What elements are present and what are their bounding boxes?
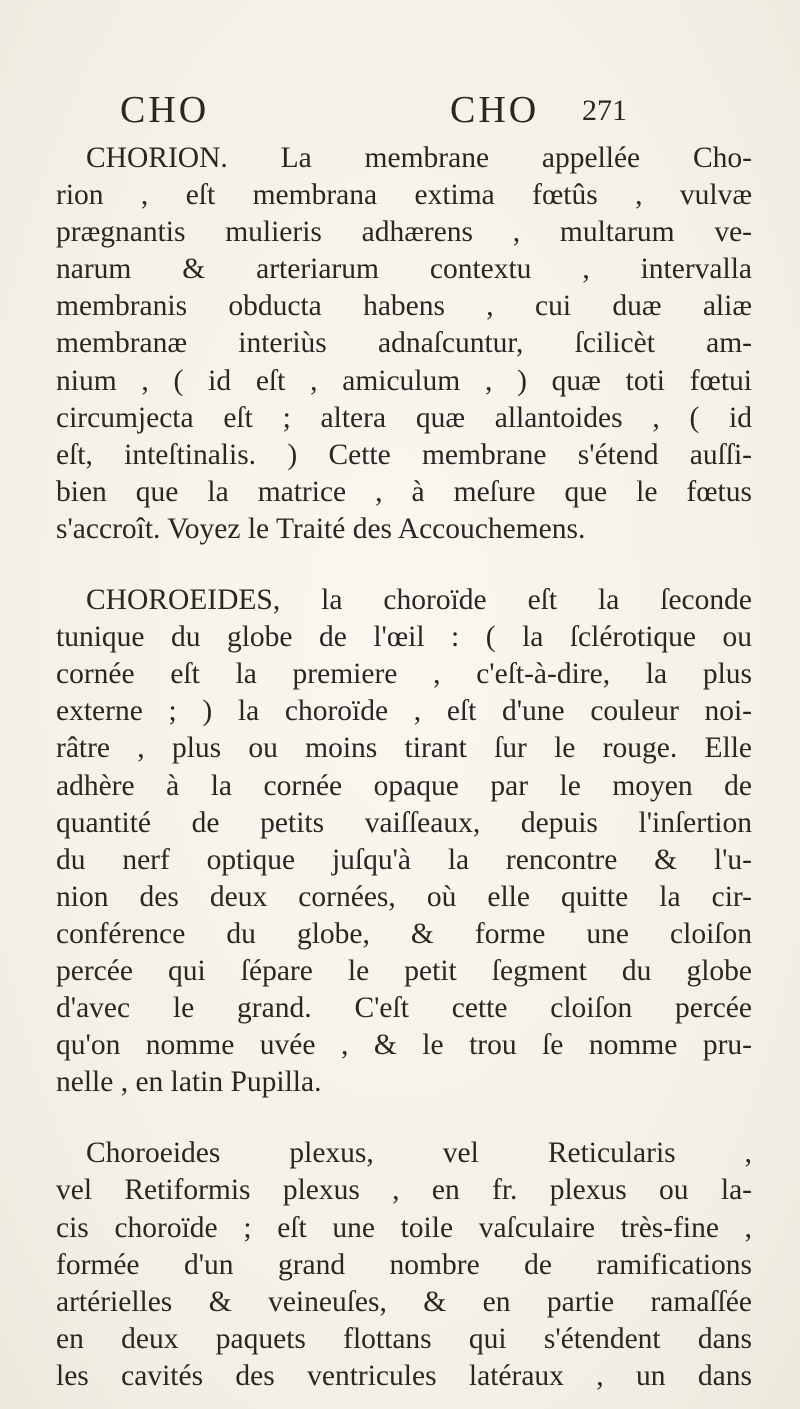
text-line: percée qui ſépare le petit ſegment du globe <box>56 954 752 987</box>
text-line: cornée eſt la premiere , c'eſt-à-dire, la plus <box>56 658 752 691</box>
paragraph-choroeides-plexus <box>56 1135 752 1395</box>
text-line: nelle , en latin Pupilla. <box>56 1066 322 1099</box>
header-left: CHO <box>120 89 210 131</box>
text-line: artérielles & veineuſes, & en partie ramaſſée <box>56 1285 752 1318</box>
text-line: formée d'un grand nombre de ramifications <box>56 1248 752 1281</box>
text-line: nion des deux cornées, où elle quitte la cir- <box>56 880 752 913</box>
text-line: rion , eſt membrana extima fœtûs , vulvæ <box>56 179 752 212</box>
text-line: externe ; ) la choroïde , eſt d'une couleur noi- <box>56 695 752 728</box>
text-line: narum & arteriarum contextu , intervalla <box>56 253 752 286</box>
text-line: qu'on nomme uvée , & le trou ſe nomme pru- <box>56 1029 752 1062</box>
text-line: nium , ( id eſt , amiculum , ) quæ toti fœtui <box>56 364 752 397</box>
text-line: du nerf optique juſqu'à la rencontre & l'u- <box>56 843 752 876</box>
text-line: eſt, inteſtinalis. ) Cette membrane s'étend auſſi- <box>56 438 752 471</box>
text-line: bien que la matrice , à meſure que le fœtus <box>56 475 752 508</box>
text-line: membranæ interiùs adnaſcuntur, ſcilicèt am- <box>56 327 752 360</box>
text-line: s'accroît. Voyez le Traité des Accouchemens. <box>56 512 586 545</box>
text-line: conférence du globe, & forme une cloiſon <box>56 917 752 950</box>
text-line: en deux paquets flottans qui s'étendent dans <box>56 1322 752 1355</box>
text-line: d'avec le grand. C'eſt cette cloiſon percée <box>56 992 752 1025</box>
page-body <box>56 140 752 1395</box>
text-line: tunique du globe de l'œil : ( la ſclérotique ou <box>56 621 752 654</box>
text-line: quantité de petits vaiſſeaux, depuis l'inſertion <box>56 806 752 839</box>
text-line: membranis obducta habens , cui duæ aliæ <box>56 290 752 323</box>
header-right: CHO <box>450 89 540 131</box>
text-line: les cavités des ventricules latéraux , un dans <box>56 1359 752 1392</box>
text-line: circumjecta eſt ; altera quæ allantoides , ( id <box>56 401 752 434</box>
paragraph-choroeides <box>56 582 752 1101</box>
page-number: 271 <box>582 94 627 127</box>
text-line: vel Retiformis plexus , en fr. plexus ou la- <box>56 1174 752 1207</box>
text-line: CHORION. La membrane appellée Cho- <box>86 142 752 174</box>
text-line: râtre , plus ou moins tirant ſur le rouge. Elle <box>56 732 752 765</box>
text-line: Choroeides plexus, vel Reticularis , <box>86 1137 752 1170</box>
paragraph-chorion <box>56 140 752 548</box>
text-line: cis choroïde ; eſt une toile vaſculaire très-fine , <box>56 1211 752 1244</box>
running-header <box>0 88 800 138</box>
text-line: CHOROEIDES, la choroïde eſt la ſeconde <box>86 584 752 617</box>
text-line: prægnantis mulieris adhærens , multarum ve- <box>56 216 752 249</box>
text-line: adhère à la cornée opaque par le moyen de <box>56 769 752 802</box>
